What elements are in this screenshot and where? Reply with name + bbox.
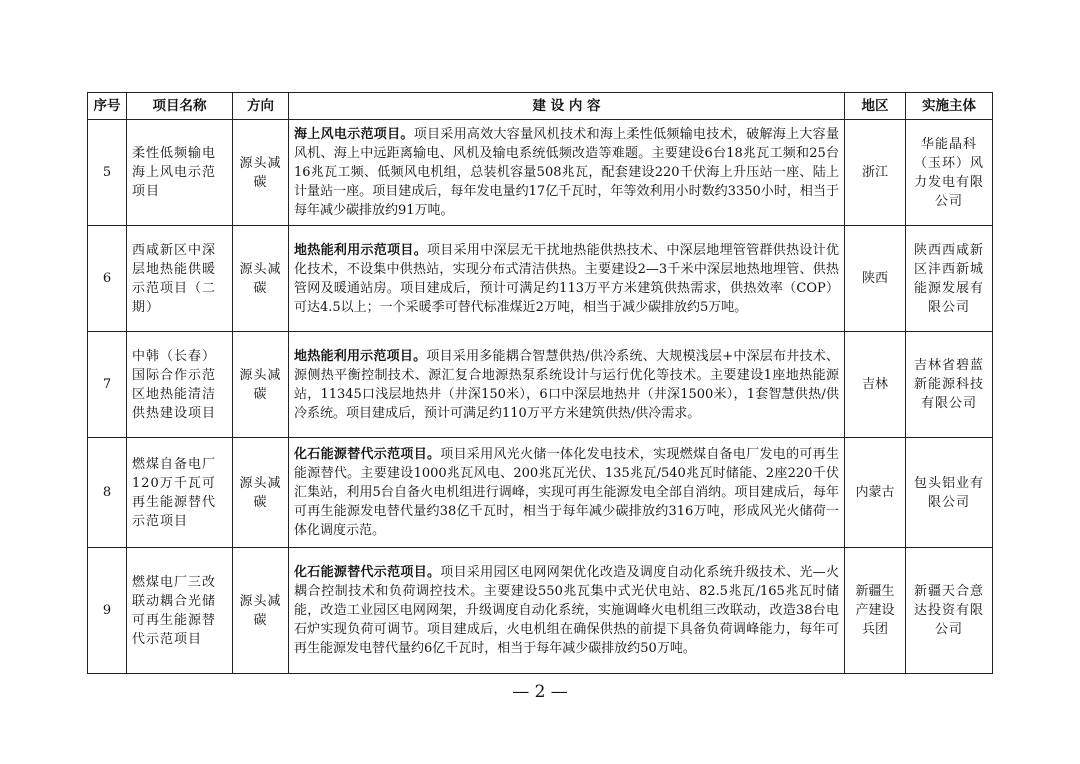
table-row [88, 226, 993, 332]
table-header-row [88, 93, 993, 120]
row-serial-number: 7 [88, 332, 127, 438]
content-body: 项目采用多能耦合智慧供热/供冷系统、大规模浅层+中深层布井技术、源侧热平衡控制技术、源汇复合地源热泵系统设计与运行优化等技术。主要建设1座地热能源站，11345口浅层地热井（井深150米），6口中深层地热井（井深1500米），1套智慧供热/供冷系统。项目建成后，预计可满足约110万平方米建筑供热/供冷需求。 [294, 348, 839, 421]
content-title: 地热能利用示范项目。 [294, 242, 427, 258]
row-project-name: 西咸新区中深层地热能供暖示范项目（二期） [127, 226, 233, 332]
content-title: 化石能源替代示范项目。 [294, 447, 441, 462]
content-body: 项目采用中深层无干扰地热能供热技术、中深层地埋管管群供热设计优化技术，不设集中供热站，实现分布式清洁供热。主要建设2—3千米中深层地热地埋管、供热管网及暖通站房。项目建成后，预计可满足约113万平方米建筑供热需求，供热效率（COP）可达4.5以上；一个采暖季可替代标准煤近2万吨，相当于减少碳排放约5万吨。 [294, 242, 839, 315]
header-implementing-entity: 实施主体 [906, 93, 993, 120]
row-serial-number: 9 [88, 548, 127, 674]
row-direction: 源头减碳 [233, 332, 289, 438]
row-construction-content [289, 120, 845, 226]
row-implementing-entity: 华能晶科（玉环）风力发电有限公司 [906, 120, 993, 226]
row-project-name: 中韩（长春）国际合作示范区地热能清洁供热建设项目 [127, 332, 233, 438]
row-project-name: 柔性低频输电海上风电示范项目 [127, 120, 233, 226]
row-direction: 源头减碳 [233, 548, 289, 674]
table-row [88, 120, 993, 226]
row-region: 新疆生产建设兵团 [845, 548, 906, 674]
content-body: 项目采用高效大容量风机技术和海上柔性低频输电技术，破解海上大容量风机、海上中远距离输电、风机及输电系统低频改造等难题。主要建设6台18兆瓦工频和25台16兆瓦工频、低频风电机组，总装机容量508兆瓦，配套建设220千伏海上升压站一座、陆上计量站一座。项目建成后，每年发电量约17亿千瓦时，年等效利用小时数约3350小时，相当于每年减少碳排放约91万吨。 [294, 127, 839, 218]
row-serial-number: 8 [88, 438, 127, 548]
header-region: 地区 [845, 93, 906, 120]
content-title: 海上风电示范项目。 [294, 127, 414, 142]
row-serial-number: 6 [88, 226, 127, 332]
header-construction-content: 建 设 内 容 [289, 93, 845, 120]
header-serial-number: 序号 [88, 93, 127, 120]
header-direction: 方向 [233, 93, 289, 120]
row-construction-content [289, 226, 845, 332]
row-region: 内蒙古 [845, 438, 906, 548]
row-region: 陕西 [845, 226, 906, 332]
content-body: 项目采用园区电网网架优化改造及调度自动化系统升级技术、光—火耦合控制技术和负荷调控技术。主要建设550兆瓦集中式光伏电站、82.5兆瓦/165兆瓦时储能，改造工业园区电网网架，升级调度自动化系统，实施调峰火电机组三改联动，改造38台电石炉实现负荷可调节。项目建成后，火电机组在确保供热的前提下具备负荷调峰能力，每年可再生能源发电替代量约6亿千瓦时，相当于每年减少碳排放约50万吨。 [294, 565, 839, 656]
content-title: 地热能利用示范项目。 [294, 348, 427, 364]
row-implementing-entity: 陕西西咸新区沣西新城能源发展有限公司 [906, 226, 993, 332]
row-implementing-entity: 包头铝业有限公司 [906, 438, 993, 548]
page-number: — 2 — [512, 682, 568, 702]
table-row [88, 332, 993, 438]
row-direction: 源头减碳 [233, 226, 289, 332]
row-serial-number: 5 [88, 120, 127, 226]
table-row [88, 548, 993, 674]
row-direction: 源头减碳 [233, 120, 289, 226]
row-implementing-entity: 吉林省碧蓝新能源科技有限公司 [906, 332, 993, 438]
projects-table [87, 92, 993, 674]
content-body: 项目采用风光火储一体化发电技术，实现燃煤自备电厂发电的可再生能源替代。主要建设1000兆瓦风电、200兆瓦光伏、135兆瓦/540兆瓦时储能、2座220千伏汇集站，利用5台自备火电机组进行调峰，实现可再生能源发电全部自消纳。项目建成后，每年可再生能源发电替代量约38亿千瓦时，相当于每年减少碳排放约316万吨，形成风光火储荷一体化调度示范。 [294, 447, 839, 538]
row-project-name: 燃煤电厂三改联动耦合光储可再生能源替代示范项目 [127, 548, 233, 674]
row-region: 浙江 [845, 120, 906, 226]
row-construction-content [289, 548, 845, 674]
table-row [88, 438, 993, 548]
row-implementing-entity: 新疆天合意达投资有限公司 [906, 548, 993, 674]
row-region: 吉林 [845, 332, 906, 438]
row-project-name: 燃煤自备电厂120万千瓦可再生能源替代示范项目 [127, 438, 233, 548]
header-project-name: 项目名称 [127, 93, 233, 120]
row-direction: 源头减碳 [233, 438, 289, 548]
row-construction-content [289, 438, 845, 548]
content-title: 化石能源替代示范项目。 [294, 565, 441, 580]
row-construction-content [289, 332, 845, 438]
